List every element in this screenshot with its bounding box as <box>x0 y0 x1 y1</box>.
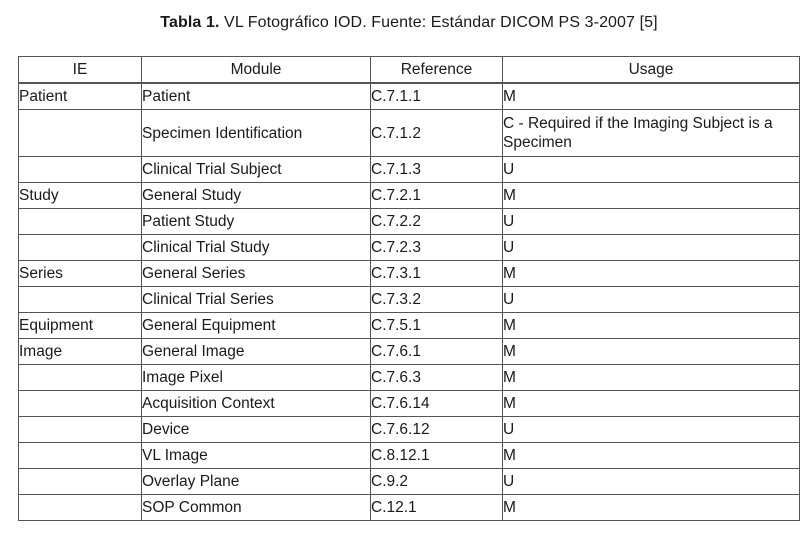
cell-ie <box>19 469 142 495</box>
table-row <box>19 417 800 443</box>
cell-reference: C.8.12.1 <box>371 443 503 469</box>
cell-ie: Image <box>19 339 142 365</box>
cell-reference: C.7.2.3 <box>371 235 503 261</box>
cell-usage: M <box>503 443 800 469</box>
cell-usage: U <box>503 469 800 495</box>
cell-ie <box>19 391 142 417</box>
cell-module: Clinical Trial Series <box>142 287 371 313</box>
cell-module: Patient Study <box>142 209 371 235</box>
cell-ie <box>19 365 142 391</box>
cell-reference: C.9.2 <box>371 469 503 495</box>
cell-module: Patient <box>142 83 371 110</box>
cell-module: Clinical Trial Subject <box>142 157 371 183</box>
cell-usage: U <box>503 287 800 313</box>
cell-module: SOP Common <box>142 495 371 521</box>
cell-ie <box>19 495 142 521</box>
cell-module: General Equipment <box>142 313 371 339</box>
cell-module: Acquisition Context <box>142 391 371 417</box>
cell-usage: U <box>503 235 800 261</box>
table-row <box>19 209 800 235</box>
cell-ie <box>19 235 142 261</box>
cell-reference: C.7.6.3 <box>371 365 503 391</box>
table-row <box>19 313 800 339</box>
cell-reference: C.7.6.14 <box>371 391 503 417</box>
cell-reference: C.12.1 <box>371 495 503 521</box>
table-header-row <box>19 57 800 84</box>
cell-ie <box>19 209 142 235</box>
cell-usage: U <box>503 209 800 235</box>
cell-module: General Study <box>142 183 371 209</box>
header-reference: Reference <box>371 57 503 84</box>
cell-usage: M <box>503 339 800 365</box>
cell-ie: Patient <box>19 83 142 110</box>
cell-module: Image Pixel <box>142 365 371 391</box>
cell-usage: M <box>503 391 800 417</box>
cell-reference: C.7.1.1 <box>371 83 503 110</box>
cell-module: Overlay Plane <box>142 469 371 495</box>
cell-reference: C.7.6.1 <box>371 339 503 365</box>
table-row <box>19 83 800 110</box>
table-row <box>19 469 800 495</box>
cell-ie <box>19 417 142 443</box>
cell-usage: M <box>503 83 800 110</box>
caption-text: VL Fotográfico IOD. Fuente: Estándar DICOM PS 3-2007 [5] <box>219 14 658 31</box>
cell-ie: Equipment <box>19 313 142 339</box>
table-row <box>19 339 800 365</box>
table-row <box>19 157 800 183</box>
table-row <box>19 110 800 157</box>
header-usage: Usage <box>503 57 800 84</box>
cell-ie <box>19 443 142 469</box>
cell-ie <box>19 157 142 183</box>
cell-usage: M <box>503 313 800 339</box>
cell-module: General Series <box>142 261 371 287</box>
cell-module: Clinical Trial Study <box>142 235 371 261</box>
cell-ie: Series <box>19 261 142 287</box>
cell-reference: C.7.3.2 <box>371 287 503 313</box>
table-caption <box>0 14 808 32</box>
cell-usage: M <box>503 365 800 391</box>
table-row <box>19 365 800 391</box>
cell-reference: C.7.5.1 <box>371 313 503 339</box>
cell-module: General Image <box>142 339 371 365</box>
table-row <box>19 443 800 469</box>
caption-lead: Tabla 1. <box>160 14 220 31</box>
table-row <box>19 391 800 417</box>
cell-ie <box>19 287 142 313</box>
table-row <box>19 183 800 209</box>
cell-ie <box>19 110 142 157</box>
table-row <box>19 287 800 313</box>
cell-usage: M <box>503 495 800 521</box>
table-row <box>19 235 800 261</box>
cell-reference: C.7.6.12 <box>371 417 503 443</box>
table-row <box>19 261 800 287</box>
iod-table <box>18 56 800 521</box>
cell-usage: C - Required if the Imaging Subject is a Specimen <box>503 110 800 157</box>
cell-usage: M <box>503 261 800 287</box>
cell-reference: C.7.1.2 <box>371 110 503 157</box>
cell-usage: M <box>503 183 800 209</box>
cell-module: VL Image <box>142 443 371 469</box>
cell-ie: Study <box>19 183 142 209</box>
cell-reference: C.7.2.2 <box>371 209 503 235</box>
cell-module: Device <box>142 417 371 443</box>
header-module: Module <box>142 57 371 84</box>
cell-reference: C.7.1.3 <box>371 157 503 183</box>
table-row <box>19 495 800 521</box>
cell-usage: U <box>503 157 800 183</box>
header-ie: IE <box>19 57 142 84</box>
cell-reference: C.7.2.1 <box>371 183 503 209</box>
cell-module: Specimen Identification <box>142 110 371 157</box>
cell-usage: U <box>503 417 800 443</box>
cell-reference: C.7.3.1 <box>371 261 503 287</box>
